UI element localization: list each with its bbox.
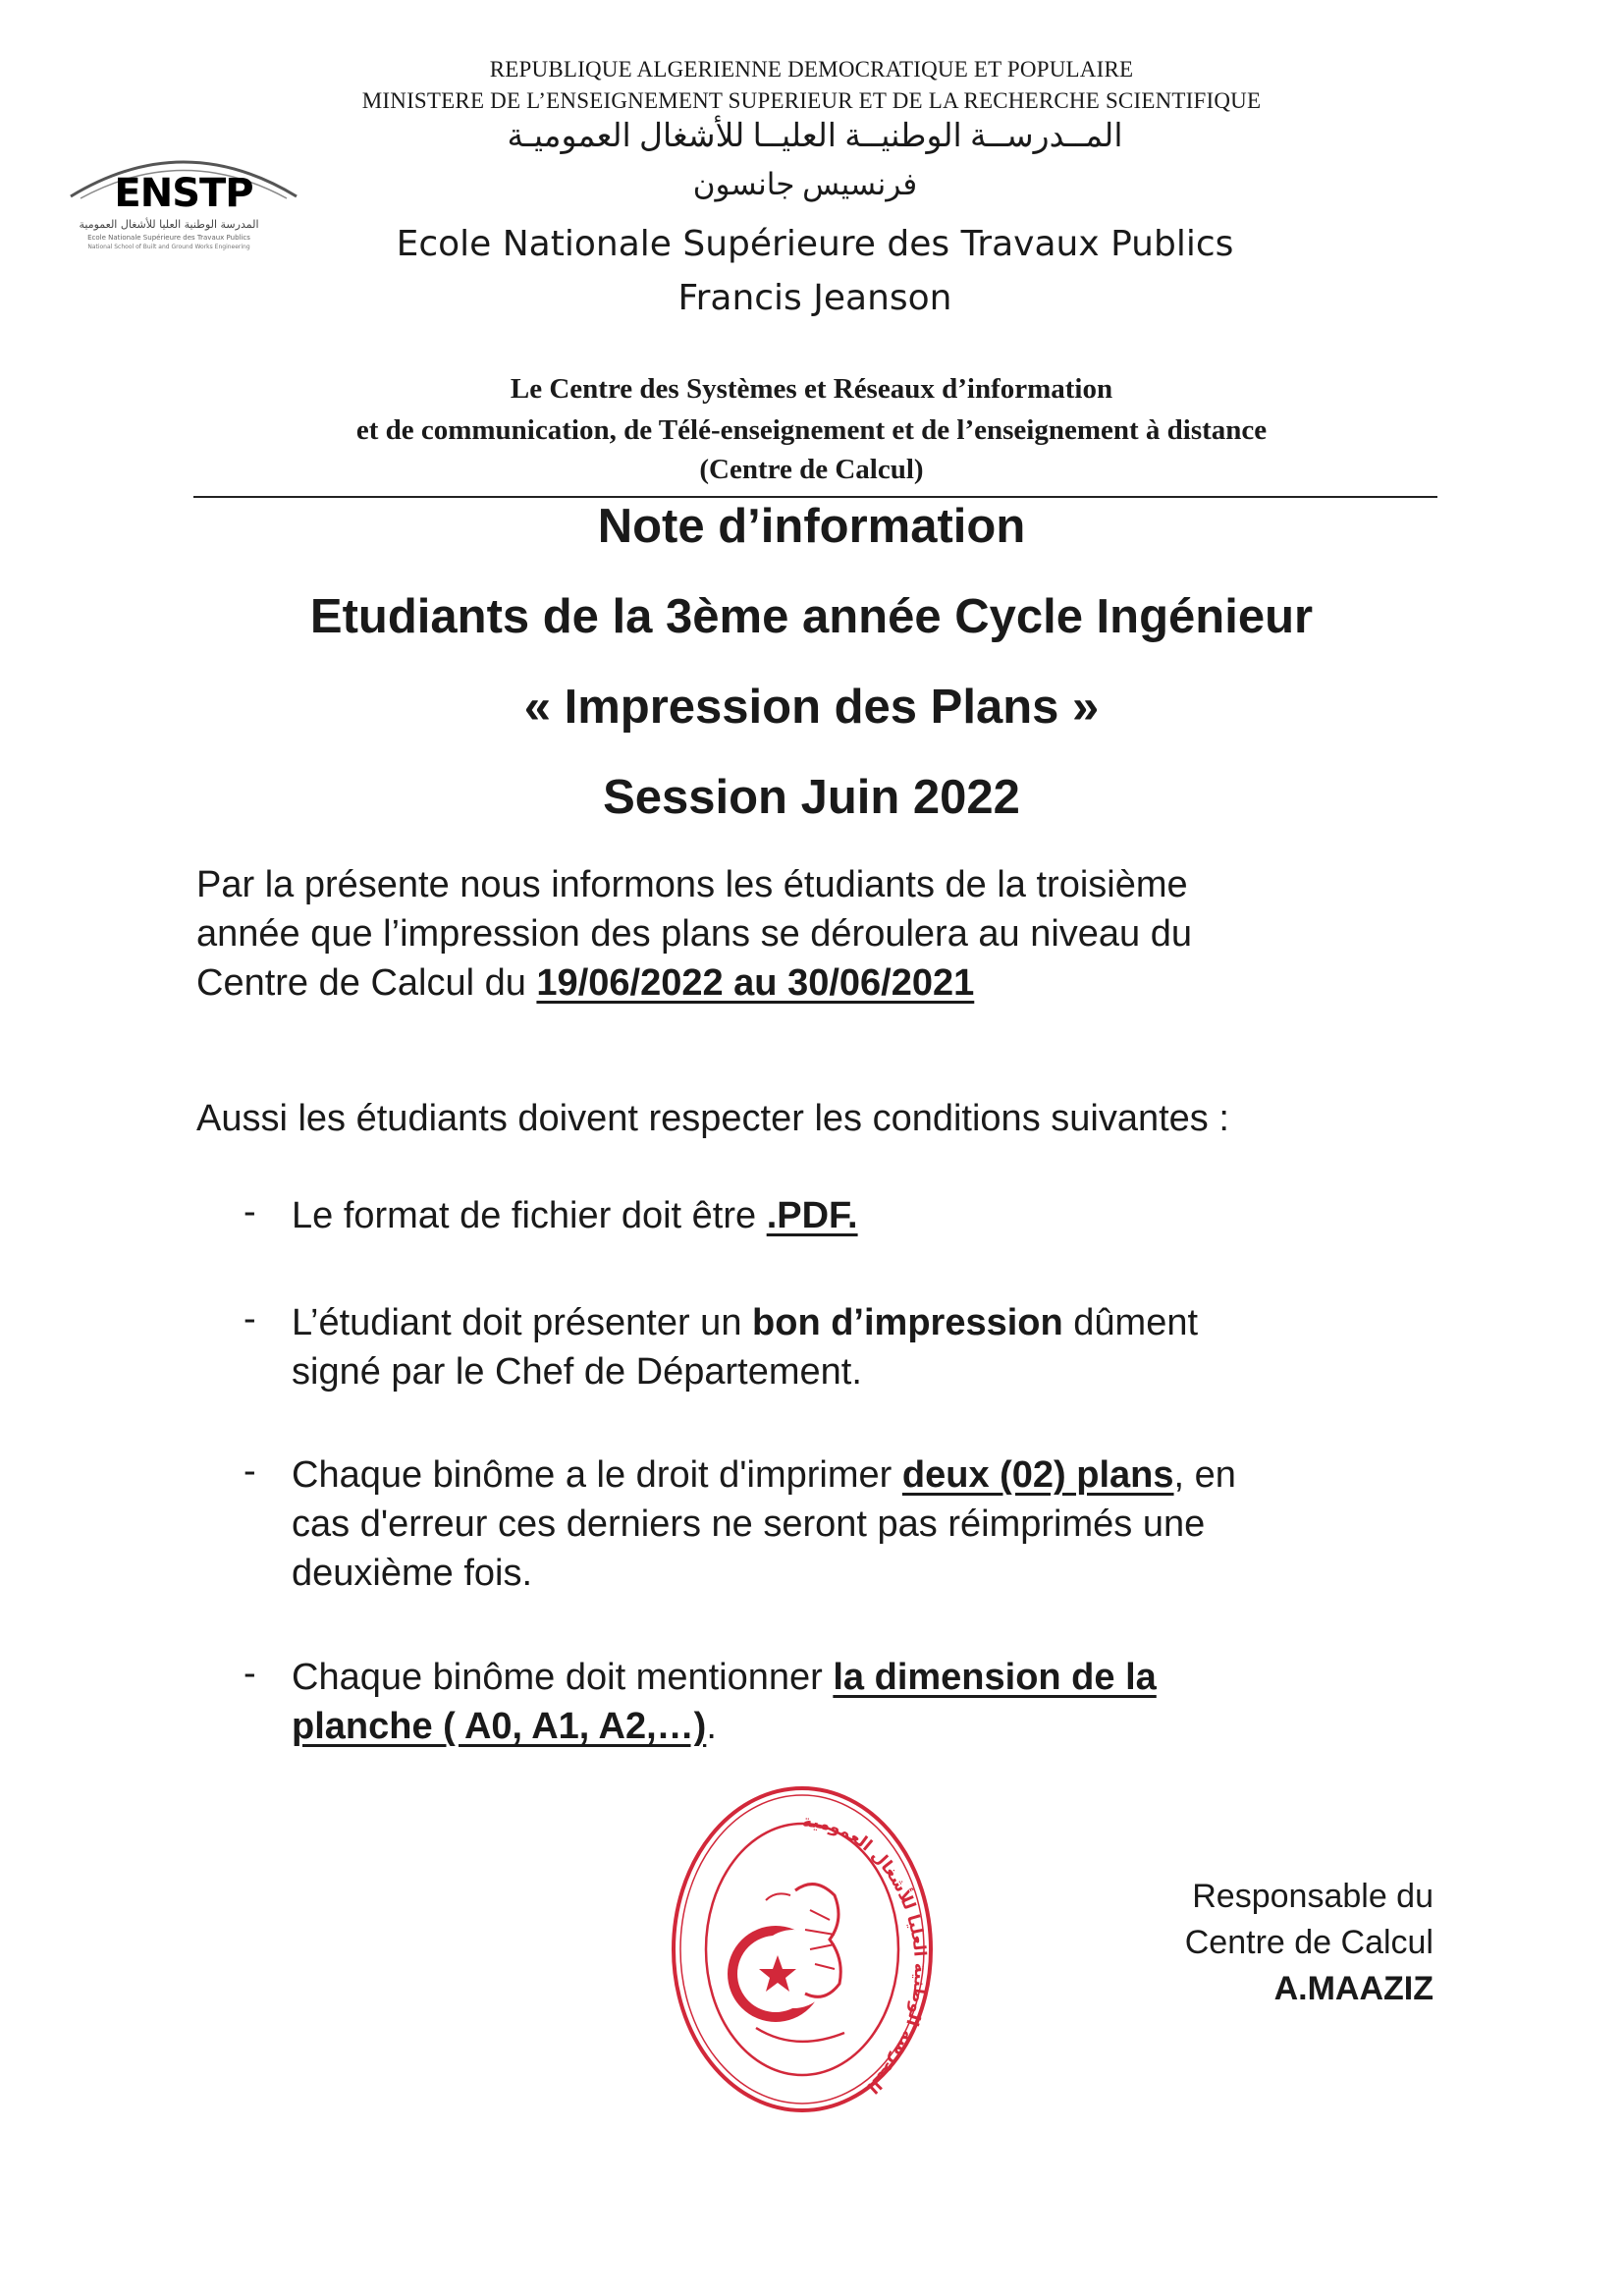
condition-3-line3: deuxième fois. xyxy=(292,1553,533,1594)
intro-line2: année que l’impression des plans se déroulera au niveau du xyxy=(196,913,1193,955)
condition-2-dash: - xyxy=(243,1298,256,1339)
enstp-logo xyxy=(61,137,306,260)
centre-line1: Le Centre des Systèmes et Réseaux d’information xyxy=(510,373,1113,405)
official-stamp xyxy=(668,1782,937,2116)
logo-sub-en2: National School of Built and Ground Works Engineering xyxy=(87,244,250,250)
note-audience: Etudiants de la 3ème année Cycle Ingénieur xyxy=(309,590,1314,643)
condition-3 xyxy=(292,1450,1431,1598)
signature-line2: Centre de Calcul xyxy=(1184,1924,1434,1961)
condition-4-bold: la dimension de la xyxy=(833,1657,1157,1698)
logo-sub-ar: المدرسة الوطنية العليا للأشغال العمومية xyxy=(79,218,259,231)
header-school-ar: المــدرســة الوطنيــة العليــا للأشغال العموميـة xyxy=(507,119,1123,154)
condition-2-line2: signé par le Chef de Département. xyxy=(292,1351,862,1393)
condition-2-text: L’étudiant doit présenter un xyxy=(292,1302,753,1343)
centre-line3: (Centre de Calcul) xyxy=(699,454,924,485)
header-ministry: MINISTERE DE L’ENSEIGNEMENT SUPERIEUR ET DE LA RECHERCHE SCIENTIFIQUE xyxy=(361,88,1262,113)
intro-line3-prefix: Centre de Calcul du xyxy=(196,962,537,1004)
intro-line3 xyxy=(196,958,1434,1008)
note-session: Session Juin 2022 xyxy=(603,771,1020,824)
logo-arc-icon xyxy=(61,137,306,260)
header-republic: REPUBLIQUE ALGERIENNE DEMOCRATIQUE ET POPULAIRE xyxy=(489,57,1134,82)
condition-3-line2: cas d'erreur ces derniers ne seront pas réimprimés une xyxy=(292,1503,1206,1545)
condition-4 xyxy=(292,1653,1431,1751)
condition-4-after: . xyxy=(706,1706,717,1747)
signature-name: A.MAAZIZ xyxy=(1273,1970,1434,2007)
condition-3-after: , en xyxy=(1173,1454,1236,1496)
logo-text: ENSTP xyxy=(114,171,253,216)
condition-2-after: dûment xyxy=(1062,1302,1199,1343)
condition-2 xyxy=(292,1298,1431,1396)
signature-block xyxy=(1031,1874,1434,2012)
condition-4-dash: - xyxy=(243,1653,256,1694)
header-school-fr: Ecole Nationale Supérieure des Travaux Publics xyxy=(396,224,1234,264)
centre-line2: et de communication, de Télé-enseignement et de l’enseignement à distance xyxy=(355,414,1268,446)
header-name-ar: فرنسيس جانسون xyxy=(692,167,918,201)
header-name-fr: Francis Jeanson xyxy=(677,278,952,318)
condition-3-bold: deux (02) plans xyxy=(901,1454,1174,1496)
intro-paragraph xyxy=(196,860,1434,1008)
condition-2-bold: bon d’impression xyxy=(752,1302,1063,1343)
note-subject: « Impression des Plans » xyxy=(523,681,1100,734)
condition-4-bold2: planche ( A0, A1, A2,…) xyxy=(292,1706,707,1747)
logo-sub-en: Ecole Nationale Supérieure des Travaux Publics xyxy=(87,234,250,242)
header-divider xyxy=(193,496,1437,498)
condition-1-bold: .PDF. xyxy=(766,1195,858,1236)
intro-line1: Par la présente nous informons les étudiants de la troisième xyxy=(196,864,1188,905)
condition-3-dash: - xyxy=(243,1450,256,1492)
stamp-seal-icon xyxy=(668,1782,937,2116)
condition-3-text: Chaque binôme a le droit d'imprimer xyxy=(292,1454,902,1496)
condition-1 xyxy=(292,1191,1431,1240)
conditions-intro: Aussi les étudiants doivent respecter les conditions suivantes : xyxy=(196,1098,1229,1139)
condition-1-dash: - xyxy=(243,1191,256,1232)
note-title: Note d’information xyxy=(597,500,1026,553)
intro-dates: 19/06/2022 au 30/06/2021 xyxy=(536,962,975,1004)
condition-1-text: Le format de fichier doit être xyxy=(292,1195,767,1236)
condition-4-text: Chaque binôme doit mentionner xyxy=(292,1657,834,1698)
stamp-outer-text: المدرسة الوطنية العليا للأشغال العمومية xyxy=(801,1811,930,2098)
signature-line1: Responsable du xyxy=(1192,1878,1434,1915)
